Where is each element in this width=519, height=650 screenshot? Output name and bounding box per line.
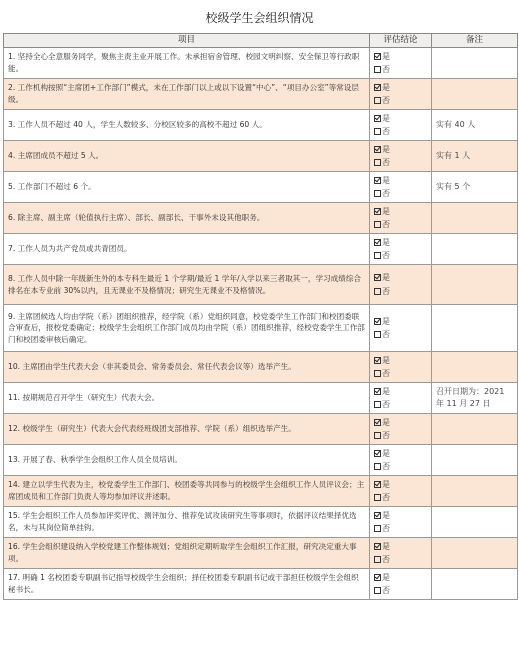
option-label: 否 [382, 462, 390, 472]
option-yes[interactable] [374, 236, 427, 250]
option-no[interactable] [374, 553, 427, 567]
table-row [4, 265, 518, 305]
note-cell [432, 538, 518, 569]
checked-checkbox-icon[interactable] [374, 357, 381, 364]
option-label: 否 [382, 96, 390, 106]
result-cell [370, 352, 432, 383]
checked-checkbox-icon[interactable] [374, 318, 381, 325]
option-yes[interactable] [374, 540, 427, 554]
option-label: 是 [382, 316, 390, 326]
unchecked-checkbox-icon[interactable] [374, 525, 381, 532]
checked-checkbox-icon[interactable] [374, 481, 381, 488]
note-cell [432, 79, 518, 110]
note-cell [432, 305, 518, 352]
option-label: 否 [382, 251, 390, 261]
item-text: 6. 除主席、副主席（轮值执行主席）、部长、副部长、干事外未设其他职务。 [4, 203, 370, 234]
option-no[interactable] [374, 94, 427, 108]
option-label: 是 [382, 386, 390, 396]
checked-checkbox-icon[interactable] [374, 84, 381, 91]
option-yes[interactable] [374, 447, 427, 461]
option-no[interactable] [374, 125, 427, 139]
option-label: 否 [382, 189, 390, 199]
item-text: 4. 主席团成员不超过 5 人。 [4, 141, 370, 172]
table-row [4, 352, 518, 383]
note-cell [432, 352, 518, 383]
item-text: 11. 按期规范召开学生（研究生）代表大会。 [4, 383, 370, 414]
table-row [4, 538, 518, 569]
table-row [4, 383, 518, 414]
table-row [4, 172, 518, 203]
result-cell [370, 538, 432, 569]
item-text: 8. 工作人员中除一年级新生外的本专科生最近 1 个学期/最近 1 学年/入学以来三者取其一，学习成绩综合排名在本专业前 30%以内，且无课业不及格情况；研究生无课业不及格情况。 [4, 265, 370, 305]
result-cell [370, 48, 432, 79]
option-yes[interactable] [374, 571, 427, 585]
table-row [4, 48, 518, 79]
checked-checkbox-icon[interactable] [374, 115, 381, 122]
header-result: 评估结论 [370, 34, 432, 48]
option-no[interactable] [374, 249, 427, 263]
table-row [4, 141, 518, 172]
option-label: 是 [382, 510, 390, 520]
option-yes[interactable] [374, 478, 427, 492]
option-yes[interactable] [374, 143, 427, 157]
note-cell [432, 48, 518, 79]
checked-checkbox-icon[interactable] [374, 543, 381, 550]
item-text: 10. 主席团由学生代表大会（非其委员会、常务委员会、常任代表会议等）选举产生。 [4, 352, 370, 383]
option-label: 是 [382, 479, 390, 489]
unchecked-checkbox-icon[interactable] [374, 370, 381, 377]
unchecked-checkbox-icon[interactable] [374, 587, 381, 594]
note-cell [432, 507, 518, 538]
note-cell [432, 414, 518, 445]
checked-checkbox-icon[interactable] [374, 239, 381, 246]
note-cell: 实有 1 人 [432, 141, 518, 172]
option-label: 否 [382, 65, 390, 75]
result-cell [370, 172, 432, 203]
table-body [4, 48, 518, 600]
note-cell: 召开日期为：2021 年 11 月 27 日 [432, 383, 518, 414]
option-label: 是 [382, 355, 390, 365]
checked-checkbox-icon[interactable] [374, 388, 381, 395]
unchecked-checkbox-icon[interactable] [374, 252, 381, 259]
table-row [4, 507, 518, 538]
result-cell [370, 507, 432, 538]
note-cell [432, 203, 518, 234]
unchecked-checkbox-icon[interactable] [374, 97, 381, 104]
note-cell: 实有 5 个 [432, 172, 518, 203]
option-label: 是 [382, 144, 390, 154]
item-text: 3. 工作人员不超过 40 人，学生人数较多、分校区较多的高校不超过 60 人。 [4, 110, 370, 141]
option-label: 否 [382, 158, 390, 168]
note-cell [432, 445, 518, 476]
option-yes[interactable] [374, 112, 427, 126]
result-cell [370, 445, 432, 476]
option-label: 是 [382, 82, 390, 92]
option-no[interactable] [374, 285, 427, 299]
option-label: 否 [382, 431, 390, 441]
option-label: 是 [382, 572, 390, 582]
header-item: 项目 [4, 34, 370, 48]
result-cell [370, 141, 432, 172]
result-cell [370, 569, 432, 600]
result-cell [370, 383, 432, 414]
option-no[interactable] [374, 328, 427, 342]
option-yes[interactable] [374, 315, 427, 329]
option-no[interactable] [374, 429, 427, 443]
page-title: 校级学生会组织情况 [205, 11, 314, 25]
item-text: 7. 工作人员为共产党员或共青团员。 [4, 234, 370, 265]
checked-checkbox-icon[interactable] [374, 419, 381, 426]
checked-checkbox-icon[interactable] [374, 512, 381, 519]
option-label: 是 [382, 113, 390, 123]
item-text: 2. 工作机构按照“主席团+工作部门”模式，未在工作部门以上或以下设置“中心”、“项目办公室”等常设层级。 [4, 79, 370, 110]
option-yes[interactable] [374, 354, 427, 368]
option-label: 否 [382, 286, 390, 296]
item-text: 14. 建立以学生代表为主，校党委学生工作部门、校团委等共同参与的校级学生会组织工作人员评议会；主席团成员和工作部门负责人等均参加评议并述职。 [4, 476, 370, 507]
result-cell [370, 476, 432, 507]
unchecked-checkbox-icon[interactable] [374, 128, 381, 135]
item-text: 13. 开展了春、秋季学生会组织工作人员全员培训。 [4, 445, 370, 476]
unchecked-checkbox-icon[interactable] [374, 401, 381, 408]
option-label: 否 [382, 524, 390, 534]
result-cell [370, 414, 432, 445]
item-text: 15. 学生会组织工作人员参加评奖评优、测评加分、推荐免试攻读研究生等事项时，依据评议结果择优选名，未与其岗位简单挂钩。 [4, 507, 370, 538]
option-no[interactable] [374, 491, 427, 505]
option-label: 是 [382, 417, 390, 427]
checked-checkbox-icon[interactable] [374, 177, 381, 184]
note-cell [432, 265, 518, 305]
option-yes[interactable] [374, 205, 427, 219]
table-row [4, 476, 518, 507]
option-no[interactable] [374, 398, 427, 412]
item-text: 17. 明确 1 名校团委专职副书记指导校级学生会组织；择任校团委专职副书记或干部担任校级学生会组织秘书长。 [4, 569, 370, 600]
checked-checkbox-icon[interactable] [374, 53, 381, 60]
table-row [4, 79, 518, 110]
item-text: 1. 坚持全心全意服务同学，聚焦主责主业开展工作。未承担宿舍管理、校园文明纠察、安全保卫等行政职能。 [4, 48, 370, 79]
unchecked-checkbox-icon[interactable] [374, 494, 381, 501]
option-no[interactable] [374, 367, 427, 381]
option-label: 否 [382, 330, 390, 340]
item-text: 9. 主席团候选人均由学院（系）团组织推荐，经学院（系）党组织同意，校党委学生工作部门和校团委联合审查后，报校党委确定；校级学生会组织工作部门成员均由学院（系）团组织推荐，经校党委学生工作部门和校团委审核后确定。 [4, 305, 370, 352]
option-no[interactable] [374, 522, 427, 536]
option-label: 是 [382, 448, 390, 458]
item-text: 12. 校级学生（研究生）代表大会代表经班级团支部推荐、学院（系）组织选举产生。 [4, 414, 370, 445]
result-cell [370, 234, 432, 265]
unchecked-checkbox-icon[interactable] [374, 66, 381, 73]
note-cell [432, 234, 518, 265]
item-text: 16. 学生会组织建设纳入学校党建工作整体规划；党组织定期听取学生会组织工作汇报，研究决定重大事项。 [4, 538, 370, 569]
unchecked-checkbox-icon[interactable] [374, 190, 381, 197]
option-label: 是 [382, 273, 390, 283]
unchecked-checkbox-icon[interactable] [374, 288, 381, 295]
unchecked-checkbox-icon[interactable] [374, 463, 381, 470]
option-no[interactable] [374, 63, 427, 77]
unchecked-checkbox-icon[interactable] [374, 432, 381, 439]
option-label: 是 [382, 206, 390, 216]
option-no[interactable] [374, 460, 427, 474]
option-label: 否 [382, 220, 390, 230]
option-no[interactable] [374, 187, 427, 201]
unchecked-checkbox-icon[interactable] [374, 221, 381, 228]
option-label: 是 [382, 51, 390, 61]
table-row [4, 203, 518, 234]
checked-checkbox-icon[interactable] [374, 274, 381, 281]
option-label: 否 [382, 400, 390, 410]
table-row [4, 234, 518, 265]
unchecked-checkbox-icon[interactable] [374, 159, 381, 166]
option-yes[interactable] [374, 416, 427, 430]
result-cell [370, 203, 432, 234]
option-label: 否 [382, 493, 390, 503]
result-cell [370, 79, 432, 110]
option-label: 是 [382, 237, 390, 247]
option-yes[interactable] [374, 174, 427, 188]
note-cell: 实有 40 人 [432, 110, 518, 141]
option-yes[interactable] [374, 271, 427, 285]
unchecked-checkbox-icon[interactable] [374, 331, 381, 338]
table-row [4, 569, 518, 600]
checked-checkbox-icon[interactable] [374, 146, 381, 153]
option-no[interactable] [374, 218, 427, 232]
option-no[interactable] [374, 584, 427, 598]
unchecked-checkbox-icon[interactable] [374, 556, 381, 563]
table-row [4, 110, 518, 141]
option-label: 否 [382, 369, 390, 379]
note-cell [432, 476, 518, 507]
option-label: 否 [382, 555, 390, 565]
checked-checkbox-icon[interactable] [374, 208, 381, 215]
option-yes[interactable] [374, 509, 427, 523]
checked-checkbox-icon[interactable] [374, 450, 381, 457]
option-label: 否 [382, 586, 390, 596]
option-label: 是 [382, 175, 390, 185]
evaluation-table [3, 33, 518, 600]
item-text: 5. 工作部门不超过 6 个。 [4, 172, 370, 203]
table-row [4, 305, 518, 352]
option-yes[interactable] [374, 81, 427, 95]
option-label: 是 [382, 541, 390, 551]
result-cell [370, 110, 432, 141]
header-note: 备注 [432, 34, 518, 48]
table-row [4, 445, 518, 476]
table-row [4, 414, 518, 445]
option-yes[interactable] [374, 50, 427, 64]
table-header-row [4, 34, 518, 48]
option-yes[interactable] [374, 385, 427, 399]
option-label: 否 [382, 127, 390, 137]
result-cell [370, 265, 432, 305]
result-cell [370, 305, 432, 352]
note-cell [432, 569, 518, 600]
option-no[interactable] [374, 156, 427, 170]
checked-checkbox-icon[interactable] [374, 574, 381, 581]
